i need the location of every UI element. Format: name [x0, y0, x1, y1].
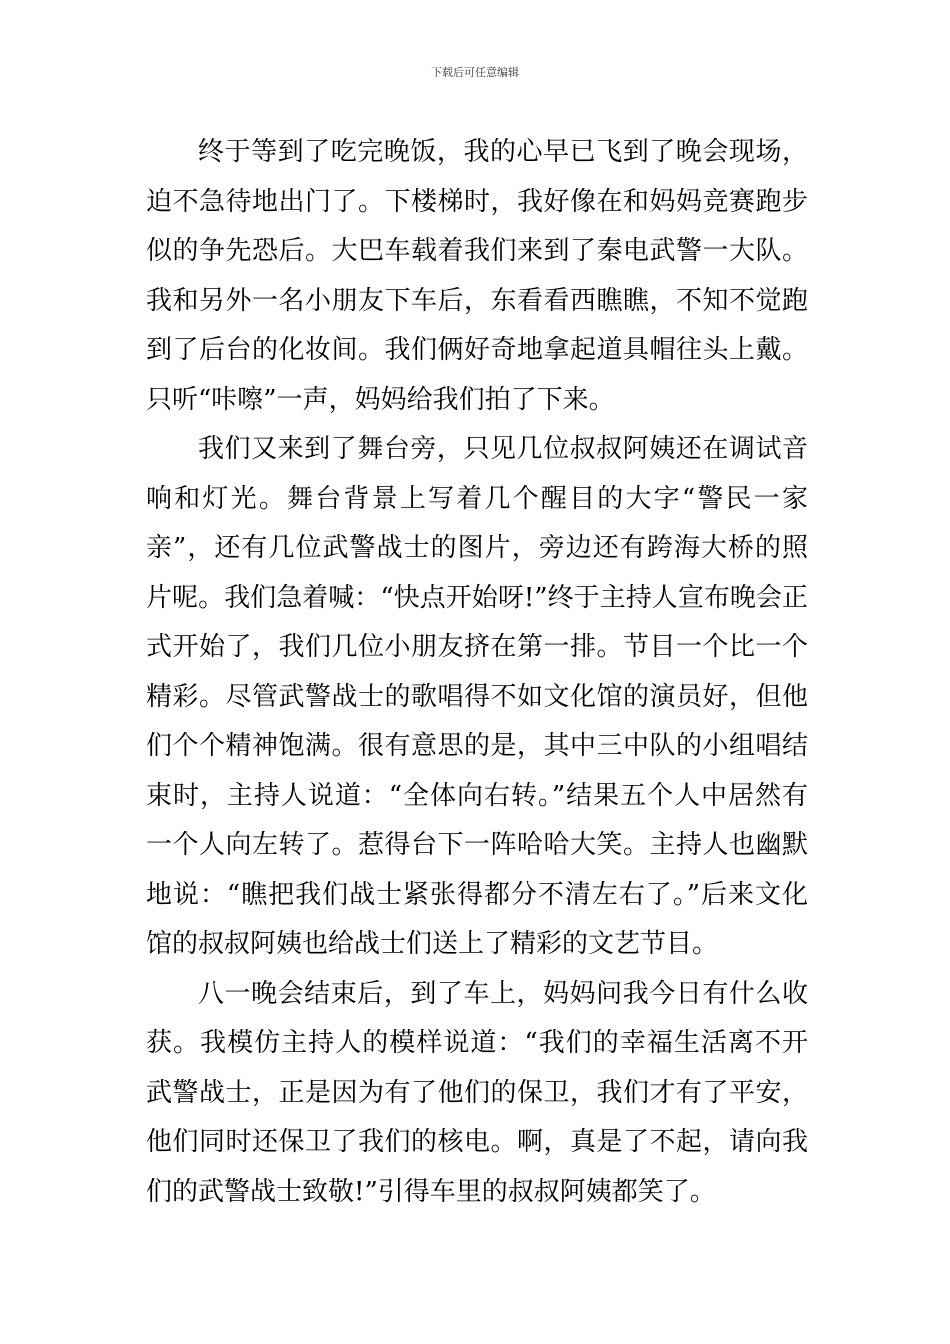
paragraph-3: 八一晚会结束后，到了车上，妈妈问我今日有什么收获。我模仿主持人的模样说道：“我们的幸福生活离不开武警战士，正是因为有了他们的保卫，我们才有了平安，他们同时还保卫了我们的核电。啊，真是了不起，请向我们的武警战士致敬!”引得车里的叔叔阿姨都笑了。	[146, 978, 808, 1207]
paragraph-1: 终于等到了吃完晚饭，我的心早已飞到了晚会现场，迫不急待地出门了。下楼梯时，我好像在和妈妈竞赛跑步似的争先恐后。大巴车载着我们来到了秦电武警一大队。我和另外一名小朋友下车后，东看看西瞧瞧，不知不觉跑到了后台的化妆间。我们俩好奇地拿起道具帽往头上戴。只听“咔嚓”一声，妈妈给我们拍了下来。	[146, 137, 808, 415]
page-header-note: 下载后可任意编辑	[431, 66, 519, 79]
document-body	[146, 128, 808, 1217]
paragraph-2: 我们又来到了舞台旁，只见几位叔叔阿姨还在调试音响和灯光。舞台背景上写着几个醒目的大字“警民一家亲”，还有几位武警战士的图片，旁边还有跨海大桥的照片呢。我们急着喊：“快点开始呀!”终于主持人宣布晚会正式开始了，我们几位小朋友挤在第一排。节目一个比一个精彩。尽管武警战士的歌唱得不如文化馆的演员好，但他们个个精神饱满。很有意思的是，其中三中队的小组唱结束时，主持人说道：“全体向右转。”结果五个人中居然有一个人向左转了。惹得台下一阵哈哈大笑。主持人也幽默地说：“瞧把我们战士紧张得都分不清左右了。”后来文化馆的叔叔阿姨也给战士们送上了精彩的文艺节目。	[146, 434, 808, 959]
